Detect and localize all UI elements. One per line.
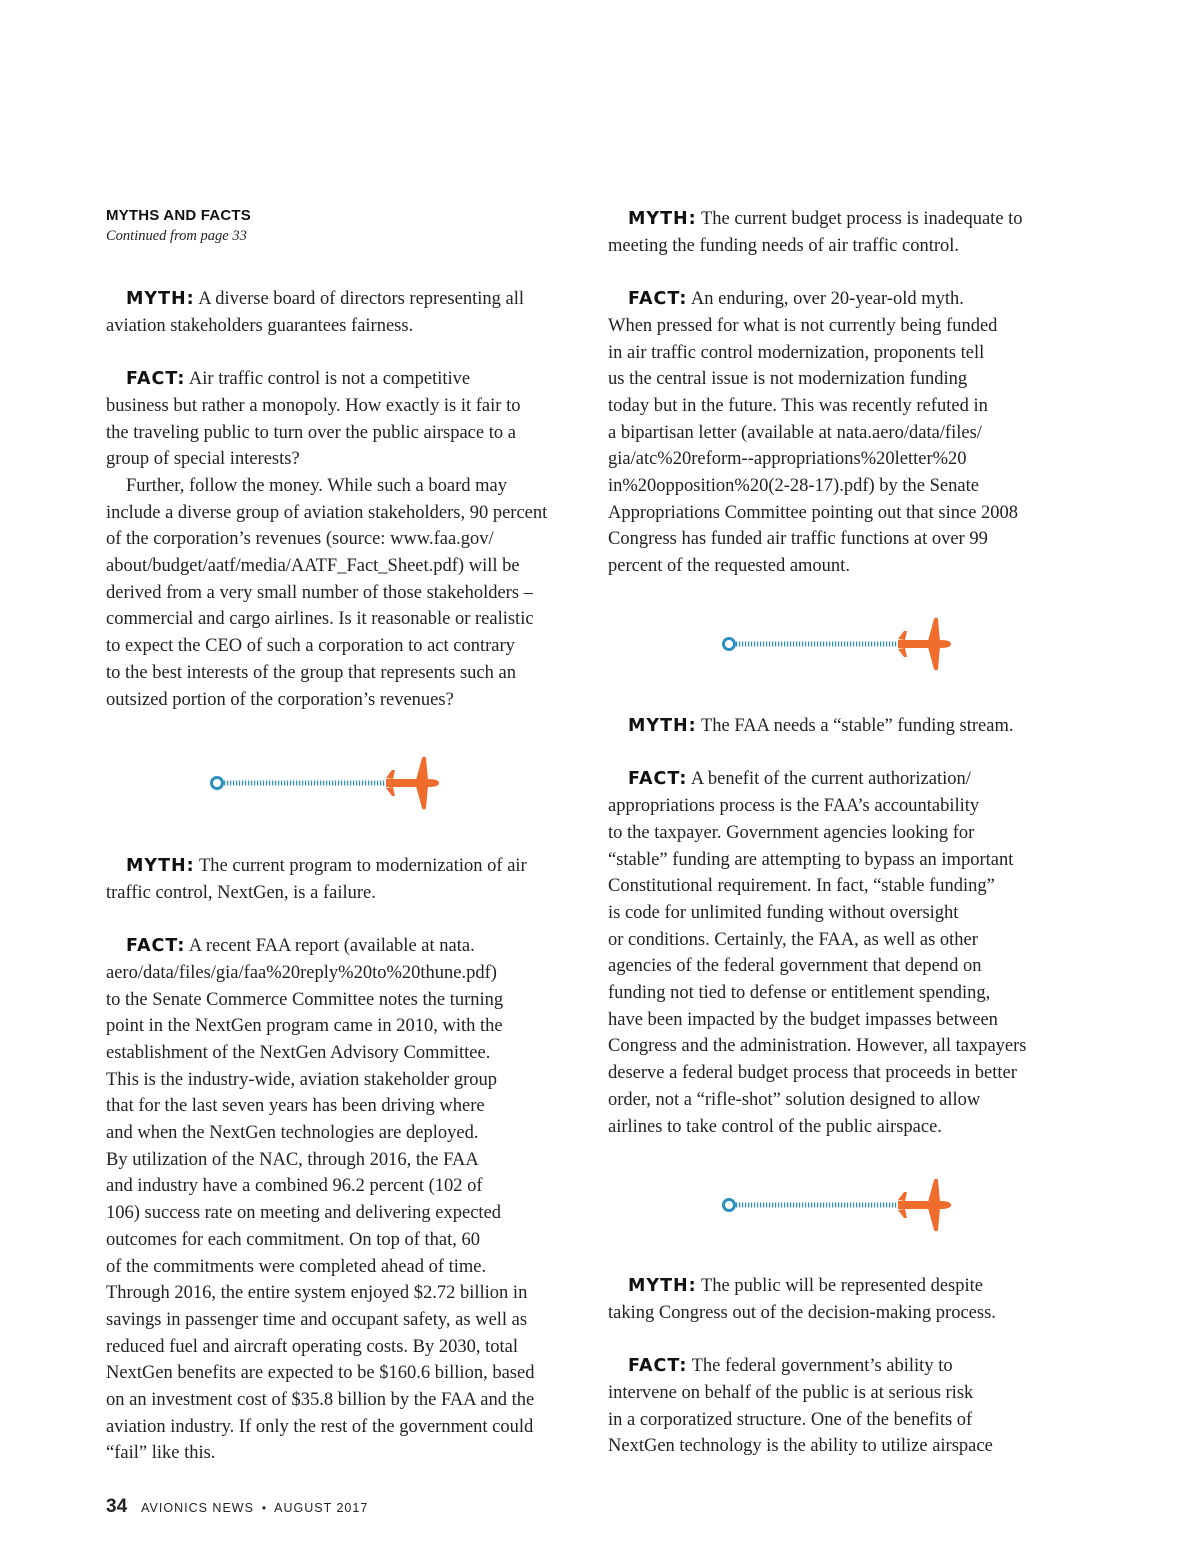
fact-text: reduced fuel and aircraft operating costs. By 2030, total xyxy=(106,1336,518,1357)
continued-note: Continued from page 33 xyxy=(106,228,247,244)
issue-date: AUGUST 2017 xyxy=(274,1501,369,1515)
fact-text: Air traffic control is not a competitive xyxy=(188,369,471,390)
fact-text: in%20opposition%20(2-28-17).pdf) by the Senate xyxy=(608,476,979,497)
fact-text: Congress and the administration. However, all taxpayers xyxy=(608,1036,1027,1057)
fact-text: of the commitments were completed ahead of time. xyxy=(106,1256,487,1277)
fact-text: derived from a very small number of those stakeholders – xyxy=(106,582,533,603)
fact-text: This is the industry-wide, aviation stakeholder group xyxy=(106,1069,497,1090)
airplane-icon xyxy=(386,757,439,810)
origin-circle-icon xyxy=(724,639,735,650)
fact-block xyxy=(106,366,586,713)
fact-text: the traveling public to turn over the public airspace to a xyxy=(106,422,516,443)
fact-text: of the corporation’s revenues (source: www.faa.gov/ xyxy=(106,529,494,550)
myth-label: MYTH: xyxy=(628,209,697,229)
fact-text: order, not a “rifle-shot” solution designed to allow xyxy=(608,1089,981,1110)
myth-label: MYTH: xyxy=(126,856,195,876)
fact-text: point in the NextGen program came in 2010, with the xyxy=(106,1016,503,1037)
myth-text: The public will be represented despite xyxy=(700,1276,983,1296)
fact-text: in air traffic control modernization, proponents tell xyxy=(608,342,985,363)
fact-text: NextGen technology is the ability to utilize airspace xyxy=(608,1436,993,1457)
fact-text: A recent FAA report (available at nata. xyxy=(188,936,475,957)
fact-text: group of special interests? xyxy=(106,449,300,470)
fact-label: FACT: xyxy=(628,769,688,790)
fact-text: airlines to take control of the public airspace. xyxy=(608,1116,942,1137)
publication-name: AVIONICS NEWS xyxy=(141,1501,254,1515)
fact-text: include a diverse group of aviation stakeholders, 90 percent xyxy=(106,502,548,523)
airplane-icon xyxy=(898,1179,951,1232)
fact-text: a bipartisan letter (available at nata.aero/data/files/ xyxy=(608,422,982,443)
fact-text: funding not tied to defense or entitlement spending, xyxy=(608,983,991,1004)
fact-block xyxy=(608,286,1088,580)
myth-text: The current program to modernization of air xyxy=(198,856,527,876)
fact-text: intervene on behalf of the public is at serious risk xyxy=(608,1382,974,1403)
fact-text: Through 2016, the entire system enjoyed $2.72 billion in xyxy=(106,1283,528,1304)
fact-text: outcomes for each commitment. On top of that, 60 xyxy=(106,1229,481,1250)
fact-text: on an investment cost of $35.8 billion by the FAA and the xyxy=(106,1390,535,1411)
myth-label: MYTH: xyxy=(126,289,195,309)
fact-text: and when the NextGen technologies are deployed. xyxy=(106,1123,479,1144)
fact-text: to the taxpayer. Government agencies looking for xyxy=(608,822,975,843)
fact-text: about/budget/aatf/media/AATF_Fact_Sheet.pdf) will be xyxy=(106,556,520,577)
myth-block xyxy=(608,713,1088,740)
fact-text: commercial and cargo airlines. Is it reasonable or realistic xyxy=(106,609,534,630)
fact-text: gia/atc%20reform--appropriations%20letter%20 xyxy=(608,449,967,470)
fact-label: FACT: xyxy=(126,936,186,957)
myth-block xyxy=(608,1273,1088,1326)
fact-text: Congress has funded air traffic functions at over 99 xyxy=(608,529,988,550)
fact-text: “stable” funding are attempting to bypass an important xyxy=(608,849,1014,870)
fact-text: and industry have a combined 96.2 percent (102 of xyxy=(106,1176,483,1197)
fact-label: FACT: xyxy=(628,289,688,310)
fact-text: deserve a federal budget process that proceeds in better xyxy=(608,1063,1017,1084)
fact-text: Constitutional requirement. In fact, “stable funding” xyxy=(608,876,995,897)
right-column xyxy=(608,206,1088,580)
fact-text: agencies of the federal government that depend on xyxy=(608,956,982,977)
flight-path-divider xyxy=(206,755,446,811)
fact-text: us the central issue is not modernization funding xyxy=(608,369,968,390)
fact-text: Further, follow the money. While such a board may xyxy=(126,475,507,496)
myth-text: A diverse board of directors representing all xyxy=(198,289,524,309)
myth-label: MYTH: xyxy=(628,1276,697,1296)
fact-text: When pressed for what is not currently being funded xyxy=(608,315,998,336)
fact-text: that for the last seven years has been driving where xyxy=(106,1096,485,1117)
fact-text: aviation industry. If only the rest of the government could xyxy=(106,1416,534,1437)
left-column xyxy=(106,206,586,713)
fact-text: is code for unlimited funding without oversight xyxy=(608,902,959,923)
fact-text: percent of the requested amount. xyxy=(608,556,850,577)
fact-text: have been impacted by the budget impasses between xyxy=(608,1009,998,1030)
fact-block xyxy=(106,933,586,1467)
fact-text: “fail” like this. xyxy=(106,1443,216,1464)
flight-path-divider xyxy=(718,1177,958,1233)
fact-block xyxy=(608,1353,1088,1460)
myth-text: taking Congress out of the decision-making process. xyxy=(608,1302,996,1323)
origin-circle-icon xyxy=(724,1200,735,1211)
origin-circle-icon xyxy=(212,778,223,789)
fact-text: 106) success rate on meeting and delivering expected xyxy=(106,1203,502,1224)
fact-text: business but rather a monopoly. How exactly is it fair to xyxy=(106,395,521,416)
fact-text: aero/data/files/gia/faa%20reply%20to%20thune.pdf) xyxy=(106,962,497,983)
myth-text: The FAA needs a “stable” funding stream. xyxy=(700,716,1014,736)
fact-text: establishment of the NextGen Advisory Committee. xyxy=(106,1042,491,1063)
myth-block xyxy=(106,286,586,339)
fact-text: to the best interests of the group that represents such an xyxy=(106,662,516,683)
footer-bullet: • xyxy=(261,1501,267,1515)
fact-text: Appropriations Committee pointing out that since 2008 xyxy=(608,502,1019,523)
right-column-middle xyxy=(608,713,1088,1140)
left-column-lower xyxy=(106,853,586,1467)
fact-text: By utilization of the NAC, through 2016, the FAA xyxy=(106,1149,479,1170)
section-title: MYTHS AND FACTS xyxy=(106,207,251,224)
page-number: 34 xyxy=(106,1496,128,1517)
fact-text: A benefit of the current authorization/ xyxy=(690,769,971,790)
right-column-lower xyxy=(608,1273,1088,1460)
fact-text: savings in passenger time and occupant safety, as well as xyxy=(106,1309,528,1330)
fact-text: appropriations process is the FAA’s accountability xyxy=(608,796,980,817)
fact-text: today but in the future. This was recently refuted in xyxy=(608,395,988,416)
fact-text: The federal government’s ability to xyxy=(691,1356,953,1377)
myth-text: The current budget process is inadequate to xyxy=(700,209,1023,229)
myth-block xyxy=(106,853,586,906)
myth-block xyxy=(608,206,1088,259)
fact-text: to expect the CEO of such a corporation to act contrary xyxy=(106,636,515,657)
fact-text: to the Senate Commerce Committee notes the turning xyxy=(106,989,504,1010)
flight-path-divider xyxy=(718,616,958,672)
fact-text: An enduring, over 20-year-old myth. xyxy=(690,289,964,310)
myth-text: meeting the funding needs of air traffic control. xyxy=(608,235,960,256)
fact-text: outsized portion of the corporation’s revenues? xyxy=(106,689,454,710)
fact-block xyxy=(608,766,1088,1140)
fact-text: in a corporatized structure. One of the benefits of xyxy=(608,1409,973,1430)
airplane-icon xyxy=(898,618,951,671)
myth-text: aviation stakeholders guarantees fairness. xyxy=(106,315,414,336)
page-footer xyxy=(106,1496,368,1518)
fact-text: NextGen benefits are expected to be $160.6 billion, based xyxy=(106,1363,535,1384)
fact-text: or conditions. Certainly, the FAA, as well as other xyxy=(608,929,978,950)
fact-label: FACT: xyxy=(126,369,186,390)
fact-label: FACT: xyxy=(628,1356,688,1377)
myth-text: traffic control, NextGen, is a failure. xyxy=(106,882,376,903)
myth-label: MYTH: xyxy=(628,716,697,736)
